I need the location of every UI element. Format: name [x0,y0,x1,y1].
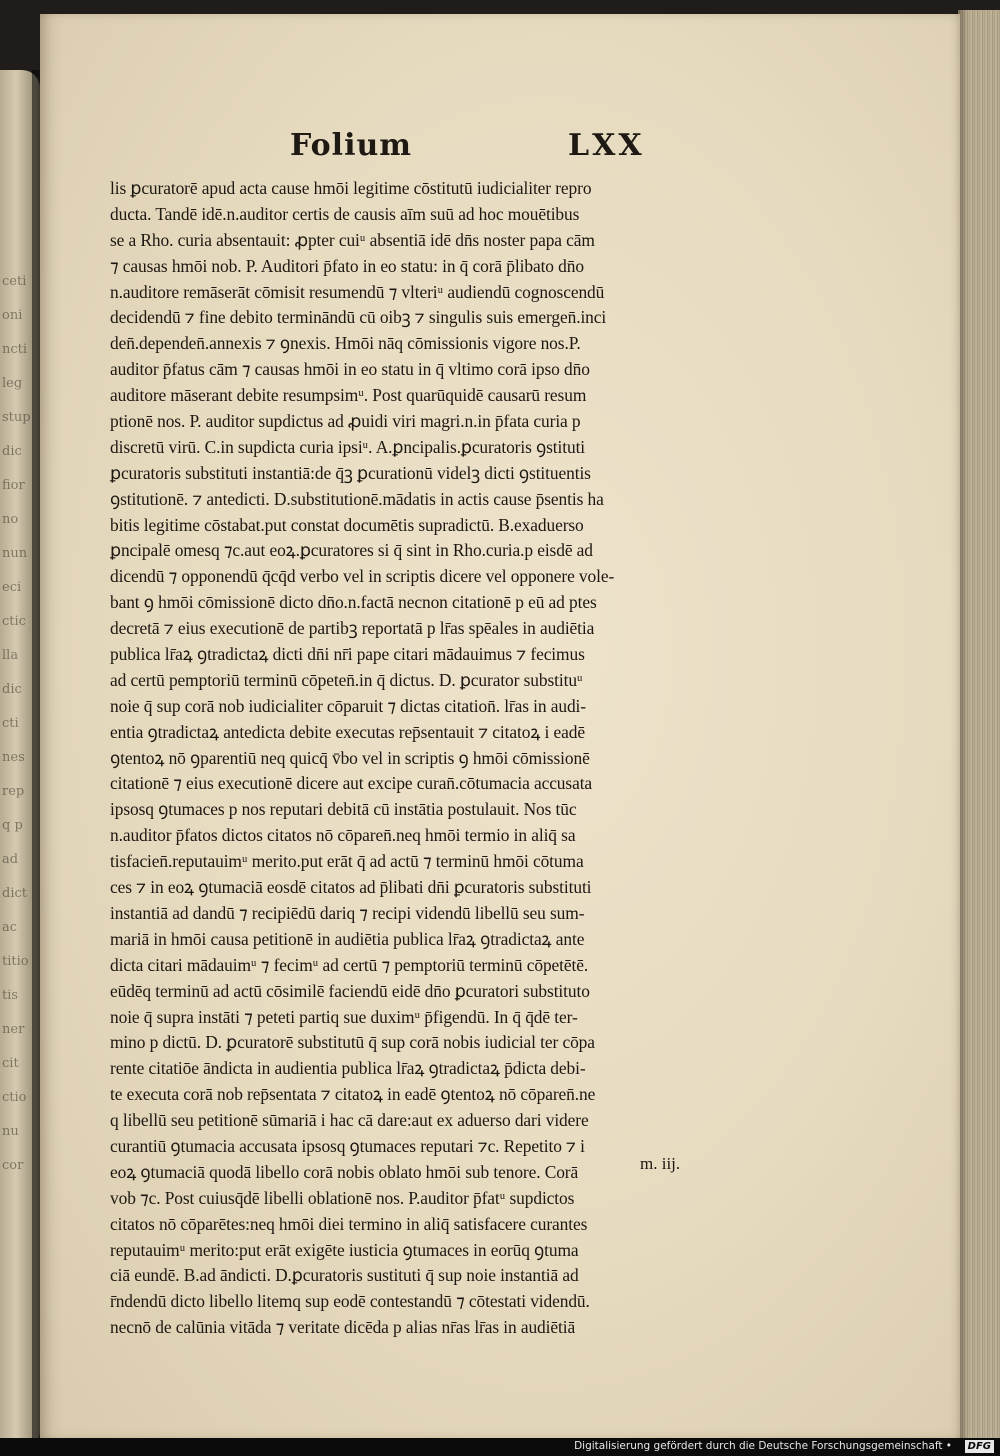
text-line: auditore māserant debite resumpsimᵘ. Post quarūquidē causarū resum [110,385,587,406]
footer-credit: Digitalisierung gefördert durch die Deutsche Forschungsgemeinschaft • [574,1440,952,1452]
left-page-fragment: fior [2,478,25,493]
dfg-logo: DFG [965,1440,994,1453]
left-page-fragment: ceti [2,274,27,289]
left-page-fragment: q p [2,818,23,833]
left-page-fragment: oni [2,308,23,323]
text-line: entia ꝯtradictaꝝ antedicta debite executas rep̄sentauit ⁊ citatoꝝ i eadē [110,721,585,742]
left-page-fragment: dict [2,886,27,901]
text-line: te executa corā nob rep̄sentata ⁊ citatoꝝ in eadē ꝯtentoꝝ nō cōparen̄.ne [110,1084,596,1105]
text-line: ciā eundē. B.ad āndicti. D.ꝑcuratoris sustituti q̄ sup noie instantiā ad [110,1265,579,1286]
text-line: eūdēq terminū ad actū cōsimilē faciendū eidē dn̄o ꝑcuratori substituto [110,980,590,1001]
folium-header [290,128,710,172]
left-page-fragment: rep [2,784,25,799]
left-page-fragment: lla [2,648,19,663]
left-page-fragment: ner [2,1022,25,1037]
text-line: ptionē nos. P. auditor supdictus ad ꝓuidi viri magri.n.in p̄fata curia p [110,411,581,432]
text-line: dicendū ⁊ opponendū q̄cq̄d verbo vel in scriptis dicere vel opponere vole- [110,566,615,587]
text-line: ces ⁊ in eoꝝ ꝯtumaciā eosdē citatos ad p̄libati dn̄i ꝑcuratoris substituti [110,877,592,898]
text-line: ꝯtentoꝝ nō ꝯparentiū neq quicq̄ v̄bo vel in scriptis ꝯ hmōi cōmissionē [110,747,590,768]
left-page-fragment: stup [2,410,31,425]
text-line: r̄ndendū dicto libello litemq sup eodē contestandū ⁊ cōtestati videndū. [110,1291,590,1312]
left-page-fragment: leg [2,376,23,391]
left-page-fragment: ctio [2,1090,27,1105]
left-page-fragment: tis [2,988,19,1003]
text-line: ad certū pemptoriū terminū cōpeten̄.in q̄ dictus. D. ꝑcurator substituᵘ [110,669,583,690]
left-page-fragment: no [2,512,19,527]
left-page-fragment: dic [2,444,22,459]
text-line: decidendū ⁊ fine debito termināndū cū oibꝫ ⁊ singulis suis emergen̄.inci [110,307,607,328]
text-line: noie q̄ supra instāti ⁊ peteti partiq sue duximᵘ p̄figendū. In q̄ q̄dē ter- [110,1006,578,1027]
left-page-fragment: nes [2,750,25,765]
text-line: ꝑcuratoris substituti instantiā:de q̄ꝫ ꝑcurationū videlꝫ dicti ꝯstituentis [110,462,591,483]
text-line: decretā ⁊ eius executionē de partibꝫ reportatā p lr̄as spēales in audiētia [110,618,595,639]
text-line: eoꝝ ꝯtumaciā quodā libello corā nobis oblato hmōi sub tenore. Corā [110,1161,579,1182]
left-page-fragment: ad [2,852,19,867]
left-page-fragment: ctic [2,614,26,629]
left-page-fragment: nun [2,546,28,561]
text-line: citatos nō cōparētes:neq hmōi diei termino in aliq̄ satisfacere curantes [110,1213,588,1234]
text-line: bant ꝯ hmōi cōmissionē dicto dn̄o.n.factā necnon citationē p eū ad ptes [110,592,597,613]
text-line: lis ꝑcuratorē apud acta cause hmōi legitime cōstitutū iudicialiter repro [110,178,592,198]
left-page-fragment: cor [2,1158,24,1173]
left-page-fragment: eci [2,580,22,595]
text-line: reputauimᵘ merito:put erāt exigēte iusticia ꝯtumaces in eorūq ꝯtuma [110,1239,579,1260]
text-line: dicta citari mādauimᵘ ⁊ fecimᵘ ad certū ⁊ pemptoriū terminū cōpetētē. [110,954,589,975]
text-line: noie q̄ sup corā nob iudicialiter cōparuit ⁊ dictas citation̄. lr̄as in audi- [110,695,586,716]
text-line: tisfacien̄.reputauimᵘ merito.put erāt q̄ ad actū ⁊ terminū hmōi cōtuma [110,851,584,872]
text-line: mino p dictū. D. ꝑcuratorē substitutū q̄ sup corā nobis iudicial ter cōpa [110,1032,595,1053]
left-page-fragment: dic [2,682,22,697]
text-line: auditor p̄fatus cām ⁊ causas hmōi in eo statu in q̄ vltimo corā ipso dn̄o [110,359,590,380]
left-page-fragment: titio [2,954,29,969]
text-line: citationē ⁊ eius executionē dicere aut excipe curan̄.cōtumacia accusata [110,773,593,794]
text-line: n.auditore remāserāt cōmisit resumendū ⁊ vlteriᵘ audiendū cognoscendū [110,281,605,302]
text-line: necnō de calūnia vitāda ⁊ veritate dicēda p alias nr̄as lr̄as in audiētiā [110,1317,576,1338]
folium-number: LXX [568,128,645,163]
text-line: mariā in hmōi causa petitionē in audiētia publica lr̄aꝝ ꝯtradictaꝝ ante [110,928,585,949]
text-line: den̄.dependen̄.annexis ⁊ ꝯnexis. Hmōi nāq cōmissionis vigore nos.P. [110,333,581,354]
text-line: vob ⁊c. Post cuiusq̄dē libelli oblationē nos. P.auditor p̄fatᵘ supdictos [110,1187,575,1208]
folium-word: Folium [290,128,413,163]
left-page-fragment: cti [2,716,19,731]
text-line: ꝯstitutionē. ⁊ antedicti. D.substitutionē.mādatis in actis cause p̄sentis ha [110,488,604,509]
text-line: se a Rho. curia absentauit: ꝓpter cuiᵘ absentiā idē dn̄s noster papa cām [110,229,595,250]
left-page-fragment: cit [2,1056,19,1071]
text-line: discretū virū. C.in supdicta curia ipsiᵘ. A.ꝑncipalis.ꝑcuratoris ꝯstituti [110,436,586,457]
text-line: instantiā ad dandū ⁊ recipiēdū dariq ⁊ recipi videndū libellū seu sum- [110,902,585,923]
text-line: q libellū seu petitionē sūmariā i hac cā dare:aut ex aduerso dari videre [110,1110,589,1131]
left-page-fragment: ncti [2,342,28,357]
text-line: ipsosq ꝯtumaces p nos reputari debitā cū instātia postulauit. Nos tūc [110,799,577,820]
text-line: rente citatiōe āndicta in audientia publica lr̄aꝝ ꝯtradictaꝝ p̄dicta debi- [110,1058,586,1079]
text-line: curantiū ꝯtumacia accusata ipsosq ꝯtumaces reputari ⁊c. Repetito ⁊ i [110,1135,585,1156]
text-line: n.auditor p̄fatos dictos citatos nō cōparen̄.neq hmōi termio in aliq̄ sa [110,825,576,846]
text-line: ⁊ causas hmōi nob. P. Auditori p̄fato in eo statu: in q̄ corā p̄libato dn̄o [110,255,584,276]
text-line: ꝑncipalē omesq ⁊c.aut eoꝝ.ꝑcuratores si q̄ sint in Rho.curia.p eisdē ad [110,540,593,561]
signature-mark: m. iij. [640,1154,681,1173]
left-page-fragment: ac [2,920,18,935]
text-line: publica lr̄aꝝ ꝯtradictaꝝ dicti dn̄i nr̄i pape citari mādauimus ⁊ fecimus [110,644,585,665]
text-line: ducta. Tandē idē.n.auditor certis de causis aīm suū ad hoc mouētibus [110,203,580,224]
text-line: bitis legitime cōstabat.put constat documētis supradictū. B.exaduerso [110,514,584,535]
left-page-fragment: nu [2,1124,19,1139]
